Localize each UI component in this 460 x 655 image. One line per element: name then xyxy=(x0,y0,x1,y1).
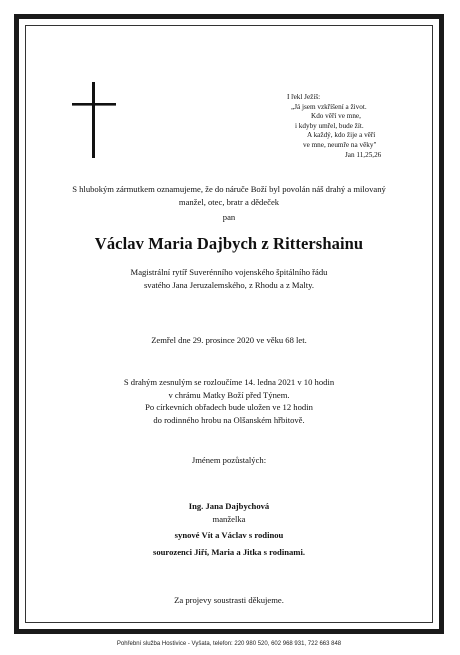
quote-line: „Já jsem vzkříšení a život. xyxy=(291,102,367,111)
deceased-titles xyxy=(25,266,433,291)
funeral-line: S drahým zesnulým se rozloučíme 14. ledna 2021 v 10 hodin xyxy=(123,377,335,387)
funeral-service-footer: Pohřební služba Hostivice - Vyšata, telefon: 220 980 520, 602 968 931, 722 663 848 xyxy=(116,641,342,647)
announcement-salutation: pan xyxy=(222,212,236,223)
deceased-title-line: svatého Jana Jeruzalemského, z Rhodu a z Malty. xyxy=(143,279,315,290)
bible-quote xyxy=(287,93,427,160)
survivor-sons: synové Vít a Václav s rodinou xyxy=(174,530,284,541)
quote-reference: Jan 11,25,26 xyxy=(345,150,382,159)
thanks-line: Za projevy soustrasti děkujeme. xyxy=(174,595,284,605)
funeral-info xyxy=(25,376,433,426)
quote-line: A každý, kdo žije a věří xyxy=(307,131,376,140)
funeral-line: do rodinného hrobu na Olšanském hřbitově. xyxy=(153,414,305,425)
survivors-heading: Jménem pozůstalých: xyxy=(191,455,267,465)
deceased-title-line: Magistrální rytíř Suverénního vojenského špitálního řádu xyxy=(130,267,328,277)
funeral-line: v chrámu Matky Boží před Týnem. xyxy=(168,389,290,400)
survivor-siblings: sourozenci Jiří, Maria a Jitka s rodinami. xyxy=(153,546,305,557)
announcement-line: S hlubokým zármutkem oznamujeme, že do náruče Boží byl povolán náš drahý a milovaný xyxy=(72,184,386,194)
funeral-line: Po církevních obřadech bude uložen ve 12 hodin xyxy=(145,402,313,413)
survivor-wife-name: Ing. Jana Dajbychová xyxy=(188,501,270,511)
quote-heading: I řekl Ježíš: xyxy=(287,93,321,101)
cross-icon xyxy=(72,82,116,158)
survivor-wife-role: manželka xyxy=(212,513,246,524)
deceased-name: Václav Maria Dajbych z Rittershainu xyxy=(94,234,364,253)
quote-line: ve mne, neumře na věky" xyxy=(303,140,377,149)
quote-line: i kdyby umřel, bude žít. xyxy=(295,121,364,130)
announcement-line: manžel, otec, bratr a dědeček xyxy=(178,196,280,207)
announcement xyxy=(25,183,433,224)
quote-line: Kdo věří ve mne, xyxy=(311,112,361,121)
survivors-list xyxy=(25,500,433,558)
death-notice: Zemřel dne 29. prosince 2020 ve věku 68 let. xyxy=(151,335,307,345)
